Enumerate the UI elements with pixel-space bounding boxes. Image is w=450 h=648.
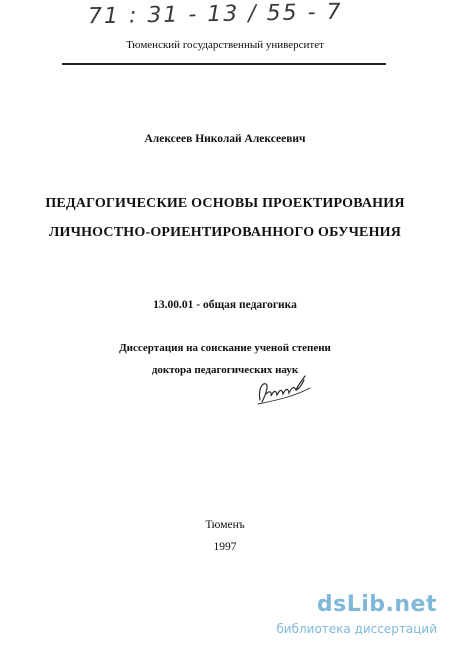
title-line-1: ПЕДАГОГИЧЕСКИЕ ОСНОВЫ ПРОЕКТИРОВАНИЯ (45, 196, 405, 211)
dslib-watermark (270, 592, 445, 644)
watermark-subtitle: библиотека диссертаций (276, 622, 437, 636)
year: 1997 (213, 541, 237, 553)
city: Тюменъ (205, 519, 245, 531)
university-name: Тюменский государственный университет (126, 39, 324, 51)
header-divider (62, 63, 386, 65)
author-name: Алексеев Николай Алексеевич (144, 133, 306, 145)
degree-line-1: Диссертация на соискание ученой степени (119, 342, 331, 354)
specialty-code: 13.00.01 - общая педагогика (153, 299, 297, 311)
handwritten-catalog-number: 71 : 31 - 13 / 55 - 7 (87, 0, 343, 30)
watermark-logo: dsLib.net (316, 592, 437, 617)
degree-line-2: доктора педагогических наук (151, 364, 299, 376)
title-line-2: ЛИЧНОСТНО-ОРИЕНТИРОВАННОГО ОБУЧЕНИЯ (48, 225, 402, 240)
handwritten-signature (238, 364, 328, 414)
